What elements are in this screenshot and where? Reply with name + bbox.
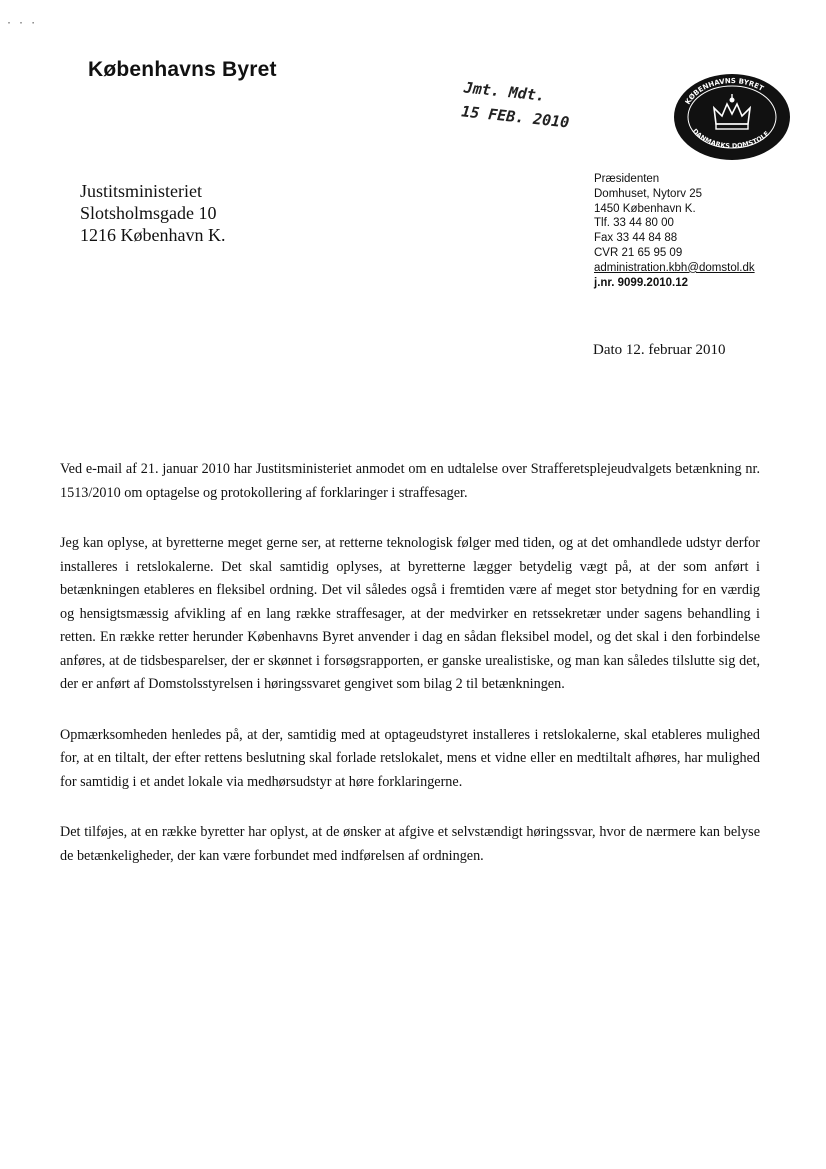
sender-fax: Fax 33 44 84 88: [594, 232, 678, 245]
paragraph-1: Ved e-mail af 21. januar 2010 har Justitsministeriet anmodet om en udtalelse over Strafferetsplejeudvalgets betænkning nr. 1513/2010 om optagelse og protokollering af forklaringer i straffesager.: [60, 461, 760, 501]
recipient-city: 1216 København K.: [80, 225, 226, 245]
paragraph-2: Jeg kan oplyse, at byretterne meget gerne ser, at retterne teknologisk følger med tiden, og at det omhandlede udstyr derfor installeres i retslokalerne. Det skal samtidig oplyses, at byretterne lægger betydelig vægt på, at der som anført i betænkningen etableres en fleksibel ordning. Det vil således også i fremtiden være af meget stor betydning for en værdig og hensigtsmæssig afvikling af en lang række straffesager, at der medvirker en retssekretær under sagens behandling i retten. En række retter herunder Københavns Byret anvender i dag en sådan fleksibel model, og det skal i den forbindelse anføres, at de tidsbesparelser, der er skønnet i forsøgsrapporten, er ganske urealistiske, og man kan således tilslutte sig det, der er anført af Domstolsstyrelsen i høringssvaret gengivet som bilag 2 til betænkningen.: [60, 535, 760, 692]
paragraph-4: Det tilføjes, at en række byretter har oplyst, at de ønsker at afgive et selvstændigt høringssvar, hvor de nærmere kan belyse de betænkeligheder, der kan være forbundet med indførelsen af ordningen.: [60, 824, 760, 864]
court-seal-icon: [672, 72, 792, 162]
seal-text-top: KØBENHAVNS BYRET: [683, 76, 765, 106]
sender-email-link[interactable]: administration.kbh@domstol.dk: [594, 261, 755, 274]
recipient-address: [80, 180, 225, 246]
stamp-date: 15 FEB. 2010: [460, 102, 571, 132]
scan-margin-mark: · · ·: [6, 18, 37, 29]
recipient-name: Justitsministeriet: [80, 181, 203, 201]
seal-text-bottom: DANMARKS DOMSTOLE: [690, 127, 771, 151]
sender-role: Præsidenten: [594, 173, 660, 185]
court-name: Københavns Byret: [88, 58, 277, 81]
sender-block: [594, 172, 755, 290]
recipient-street: Slotsholmsgade 10: [80, 203, 217, 223]
received-stamp: [460, 78, 573, 137]
journal-number: j.nr. 9099.2010.12: [594, 276, 688, 289]
sender-phone: Tlf. 33 44 80 00: [594, 217, 674, 230]
letter-date: Dato 12. februar 2010: [593, 342, 726, 358]
letter-body: [60, 458, 760, 895]
paragraph-3: Opmærksomheden henledes på, at der, samtidig med at optageudstyret installeres i retslokalerne, skal etableres mulighed for, at en tiltalt, der efter rettens beslutning skal forlade retslokalet, mens et vidne eller en medtiltalt afhøres, har mulighed for samtidig i et andet lokale via medhørsudstyr at høre forklaringerne.: [60, 726, 760, 790]
sender-street: Domhuset, Nytorv 25: [594, 187, 703, 200]
sender-city: 1450 København K.: [594, 202, 696, 215]
stamp-line-1: Jmt. Mdt.: [462, 78, 546, 105]
sender-cvr: CVR 21 65 95 09: [594, 246, 683, 259]
